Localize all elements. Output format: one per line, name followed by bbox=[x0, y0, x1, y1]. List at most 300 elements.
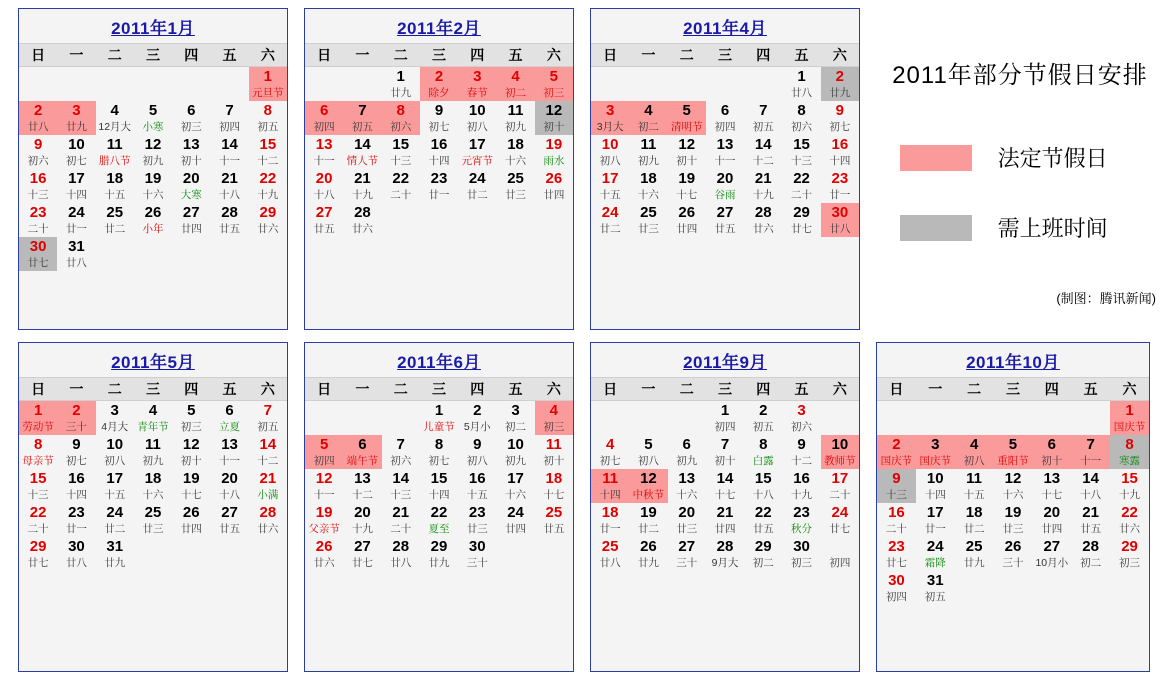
day-number: 15 bbox=[1121, 470, 1138, 487]
holiday-color-swatch bbox=[900, 145, 972, 171]
day-number: 18 bbox=[640, 170, 657, 187]
day-lunar-label: 初十 bbox=[714, 455, 736, 467]
day-number bbox=[96, 237, 134, 256]
weekday-header-0: 日 bbox=[877, 378, 916, 401]
week-row-numbers bbox=[19, 469, 287, 488]
weekday-header-row bbox=[877, 378, 1149, 401]
day-number: 16 bbox=[430, 136, 448, 153]
day-lunar-label bbox=[134, 590, 172, 605]
day-lunar-label: 十三 bbox=[390, 489, 412, 501]
day-lunar-label bbox=[305, 86, 343, 101]
weekday-header-1: 一 bbox=[629, 44, 667, 67]
day-number: 24 bbox=[106, 504, 124, 521]
month-card-5 bbox=[18, 342, 288, 672]
day-number bbox=[420, 571, 458, 590]
day-lunar-label bbox=[134, 556, 172, 571]
day-lunar-label bbox=[591, 420, 629, 435]
day-number bbox=[57, 571, 95, 590]
day-lunar-label: 初五 bbox=[752, 121, 774, 133]
day-lunar-label bbox=[172, 556, 210, 571]
week-row-numbers bbox=[591, 537, 859, 556]
day-lunar-label: 廿六 bbox=[752, 223, 774, 235]
day-number: 7 bbox=[1071, 435, 1110, 454]
weekday-header-2: 二 bbox=[668, 44, 706, 67]
legend-panel bbox=[872, 0, 1168, 330]
day-number: 25 bbox=[144, 504, 162, 521]
day-number: 9 bbox=[33, 136, 43, 153]
day-number bbox=[877, 401, 916, 421]
day-number bbox=[535, 537, 573, 556]
day-lunar-label bbox=[496, 590, 534, 605]
day-lunar-label: 寒露 bbox=[1110, 454, 1149, 469]
day-lunar-label bbox=[134, 86, 172, 101]
day-lunar-label: 廿七 bbox=[27, 557, 49, 569]
day-number: 21 bbox=[716, 504, 734, 521]
day-lunar-label bbox=[668, 86, 706, 101]
weekday-header-2: 二 bbox=[96, 378, 134, 401]
day-lunar-label: 廿五 bbox=[714, 223, 736, 235]
day-number: 26 bbox=[144, 204, 162, 221]
day-number bbox=[382, 571, 420, 590]
day-number: 8 bbox=[759, 436, 768, 453]
day-number: 22 bbox=[29, 504, 47, 521]
day-number: 7 bbox=[225, 102, 234, 119]
day-lunar-label: 10月小 bbox=[1035, 557, 1069, 569]
day-lunar-label bbox=[210, 256, 248, 271]
week-row-lunar bbox=[877, 522, 1149, 537]
day-number: 11 bbox=[966, 470, 983, 487]
day-number: 3 bbox=[916, 435, 955, 454]
day-number bbox=[782, 237, 820, 256]
day-lunar-label: 廿一 bbox=[428, 189, 450, 201]
day-number: 16 bbox=[793, 470, 810, 487]
day-number: 7 bbox=[720, 436, 730, 453]
day-lunar-label bbox=[382, 222, 420, 237]
day-number: 4 bbox=[605, 436, 615, 453]
weekday-header-1: 一 bbox=[343, 378, 381, 401]
weekday-header-4: 四 bbox=[458, 44, 496, 67]
day-lunar-label: 初四 bbox=[714, 121, 736, 133]
day-lunar-label: 十四 bbox=[924, 489, 946, 501]
day-lunar-label: 初七 bbox=[829, 121, 851, 133]
day-lunar-label: 廿三 bbox=[1002, 523, 1024, 535]
day-lunar-label bbox=[458, 590, 496, 605]
day-lunar-label: 廿八 bbox=[599, 557, 621, 569]
day-number: 13 bbox=[221, 436, 238, 453]
legend-holiday-label: 法定节假日 bbox=[997, 146, 1108, 171]
day-number: 25 bbox=[601, 538, 619, 555]
weekday-header-6: 六 bbox=[249, 44, 287, 67]
weekday-header-1: 一 bbox=[916, 378, 955, 401]
day-number bbox=[744, 237, 782, 256]
day-lunar-label: 十四 bbox=[428, 489, 450, 501]
day-lunar-label: 廿八 bbox=[390, 557, 412, 569]
weekday-header-6: 六 bbox=[249, 378, 287, 401]
day-number: 29 bbox=[754, 538, 772, 555]
day-number: 12 bbox=[629, 469, 667, 488]
week-row-lunar bbox=[19, 488, 287, 503]
week-row-numbers bbox=[591, 135, 859, 154]
day-lunar-label: 初九 bbox=[637, 155, 659, 167]
day-lunar-label bbox=[343, 86, 381, 101]
day-number: 23 bbox=[430, 170, 448, 187]
day-lunar-label: 廿九 bbox=[57, 120, 95, 135]
day-lunar-label bbox=[210, 86, 248, 101]
day-number bbox=[305, 571, 343, 590]
week-row-lunar bbox=[591, 590, 859, 605]
weekday-header-3: 三 bbox=[706, 378, 744, 401]
day-number bbox=[96, 571, 134, 590]
day-number: 16 bbox=[468, 470, 486, 487]
day-lunar-label bbox=[1032, 420, 1071, 435]
day-number: 2 bbox=[57, 401, 95, 421]
week-row-numbers bbox=[305, 135, 573, 154]
day-number: 13 bbox=[678, 470, 696, 487]
week-row-lunar bbox=[19, 188, 287, 203]
day-number: 16 bbox=[68, 470, 85, 487]
day-number: 24 bbox=[926, 538, 944, 555]
day-number bbox=[591, 237, 629, 256]
week-row-lunar bbox=[305, 590, 573, 605]
day-lunar-label: 廿五 bbox=[219, 223, 241, 235]
day-number: 25 bbox=[106, 204, 124, 221]
day-lunar-label: 初六 bbox=[791, 121, 813, 133]
day-number: 8 bbox=[1110, 435, 1149, 454]
day-number: 9 bbox=[877, 469, 916, 488]
day-number bbox=[782, 571, 820, 590]
month-title: 2011年1月 bbox=[111, 19, 195, 38]
day-number: 15 bbox=[754, 470, 772, 487]
day-number: 3 bbox=[511, 402, 520, 419]
month-grid bbox=[19, 43, 287, 271]
day-number bbox=[19, 571, 57, 590]
day-lunar-label: 廿四 bbox=[543, 189, 565, 201]
day-lunar-label: 二十 bbox=[829, 489, 851, 501]
day-lunar-label: 初七 bbox=[599, 455, 621, 467]
day-number: 10 bbox=[821, 435, 859, 454]
day-number: 28 bbox=[1082, 538, 1099, 555]
week-row-lunar bbox=[305, 86, 573, 101]
day-lunar-label: 廿五 bbox=[219, 523, 241, 535]
day-lunar-label: 初三 bbox=[180, 421, 202, 433]
day-number: 1 bbox=[19, 401, 57, 421]
day-number: 30 bbox=[19, 237, 57, 256]
day-number: 16 bbox=[29, 170, 47, 187]
day-number bbox=[955, 571, 994, 590]
day-lunar-label bbox=[535, 590, 573, 605]
day-number: 5 bbox=[994, 435, 1033, 454]
day-number: 19 bbox=[640, 504, 657, 521]
weekday-header-3: 三 bbox=[420, 44, 458, 67]
day-number: 11 bbox=[507, 102, 524, 119]
week-row-numbers bbox=[591, 503, 859, 522]
day-lunar-label bbox=[668, 256, 706, 271]
day-number: 6 bbox=[225, 402, 234, 419]
day-number bbox=[744, 571, 782, 590]
day-number: 31 bbox=[68, 238, 85, 255]
day-number: 8 bbox=[263, 102, 273, 119]
weekday-header-4: 四 bbox=[172, 44, 210, 67]
week-row-numbers bbox=[591, 571, 859, 590]
day-lunar-label: 十八 bbox=[313, 189, 335, 201]
day-number: 2 bbox=[19, 101, 57, 120]
day-lunar-label: 十五 bbox=[104, 489, 126, 501]
day-lunar-label: 三十 bbox=[466, 557, 488, 569]
day-number: 10 bbox=[601, 136, 619, 153]
day-lunar-label bbox=[343, 590, 381, 605]
day-number: 19 bbox=[182, 470, 200, 487]
day-lunar-label: 儿童节 bbox=[423, 421, 455, 433]
day-number: 23 bbox=[888, 538, 905, 555]
day-lunar-label: 初六 bbox=[791, 421, 813, 433]
day-number: 10 bbox=[68, 136, 85, 153]
day-number bbox=[172, 67, 210, 87]
day-number bbox=[591, 571, 629, 590]
day-number: 26 bbox=[1004, 538, 1022, 555]
day-number: 4 bbox=[955, 435, 994, 454]
day-number: 20 bbox=[678, 504, 696, 521]
week-row-lunar bbox=[591, 420, 859, 435]
week-row-numbers bbox=[305, 203, 573, 222]
day-number bbox=[994, 401, 1033, 421]
day-number: 20 bbox=[716, 170, 734, 187]
day-lunar-label: 十七 bbox=[1041, 489, 1063, 501]
day-number: 28 bbox=[354, 204, 371, 221]
day-lunar-label: 十四 bbox=[428, 155, 450, 167]
day-lunar-label: 十四 bbox=[829, 155, 851, 167]
day-number: 17 bbox=[926, 504, 944, 521]
day-lunar-label bbox=[821, 590, 859, 605]
week-row-lunar bbox=[591, 188, 859, 203]
day-number: 17 bbox=[468, 136, 486, 153]
day-lunar-label: 十六 bbox=[676, 489, 698, 501]
day-lunar-label: 十五 bbox=[466, 489, 488, 501]
day-lunar-label: 十九 bbox=[1119, 489, 1141, 501]
day-lunar-label: 初三 bbox=[180, 121, 202, 133]
day-lunar-label: 雨水 bbox=[543, 155, 565, 167]
day-number: 18 bbox=[507, 136, 524, 153]
day-lunar-label bbox=[210, 590, 248, 605]
day-lunar-label: 重阳节 bbox=[994, 454, 1033, 469]
day-lunar-label bbox=[821, 256, 859, 271]
week-row-lunar bbox=[305, 488, 573, 503]
day-number: 8 bbox=[434, 436, 444, 453]
day-lunar-label bbox=[1071, 420, 1110, 435]
day-number: 27 bbox=[182, 204, 200, 221]
day-number: 21 bbox=[221, 170, 238, 187]
day-lunar-label: 十五 bbox=[599, 189, 621, 201]
weekday-header-row bbox=[19, 44, 287, 67]
day-lunar-label: 廿六 bbox=[1119, 523, 1141, 535]
day-lunar-label: 劳动节 bbox=[19, 420, 57, 435]
month-title: 2011年2月 bbox=[397, 19, 481, 38]
day-lunar-label: 十六 bbox=[1002, 489, 1024, 501]
day-lunar-label: 廿八 bbox=[65, 257, 87, 269]
day-number bbox=[668, 571, 706, 590]
day-lunar-label: 廿九 bbox=[428, 557, 450, 569]
day-number: 27 bbox=[354, 538, 371, 555]
week-row-numbers bbox=[877, 435, 1149, 454]
day-number: 6 bbox=[305, 101, 343, 120]
day-lunar-label: 廿四 bbox=[676, 223, 698, 235]
day-lunar-label: 十六 bbox=[637, 189, 659, 201]
day-number bbox=[19, 67, 57, 87]
day-lunar-label bbox=[955, 590, 994, 605]
day-lunar-label: 二十 bbox=[390, 523, 412, 535]
week-row-lunar bbox=[19, 222, 287, 237]
day-lunar-label: 廿八 bbox=[19, 120, 57, 135]
day-lunar-label: 十四 bbox=[65, 189, 87, 201]
weekday-header-5: 五 bbox=[210, 378, 248, 401]
day-number: 29 bbox=[29, 538, 47, 555]
day-number: 21 bbox=[392, 504, 410, 521]
day-number bbox=[343, 237, 381, 256]
day-lunar-label: 元宵节 bbox=[461, 155, 494, 167]
day-number bbox=[744, 67, 782, 87]
weekday-header-row bbox=[591, 44, 859, 67]
weekday-header-0: 日 bbox=[19, 44, 57, 67]
day-lunar-label bbox=[249, 590, 287, 605]
week-row-lunar bbox=[305, 120, 573, 135]
week-row-numbers bbox=[591, 101, 859, 120]
weekday-header-1: 一 bbox=[57, 44, 95, 67]
day-lunar-label: 十六 bbox=[505, 489, 527, 501]
weekday-header-1: 一 bbox=[629, 378, 667, 401]
day-lunar-label: 二十 bbox=[885, 523, 907, 535]
week-row-numbers bbox=[19, 571, 287, 590]
day-number: 28 bbox=[716, 538, 734, 555]
day-number: 17 bbox=[831, 470, 849, 487]
day-lunar-label bbox=[305, 420, 343, 435]
day-number: 3 bbox=[797, 402, 806, 419]
weekday-header-5: 五 bbox=[1071, 378, 1110, 401]
day-number: 11 bbox=[106, 136, 123, 153]
day-lunar-label: 初五 bbox=[924, 591, 946, 603]
week-row-numbers bbox=[305, 401, 573, 421]
day-lunar-label bbox=[420, 590, 458, 605]
day-number: 19 bbox=[315, 504, 333, 521]
day-lunar-label: 初五 bbox=[257, 121, 279, 133]
day-number: 16 bbox=[888, 504, 905, 521]
day-lunar-label: 初四 bbox=[305, 454, 343, 469]
day-lunar-label bbox=[994, 590, 1033, 605]
day-lunar-label: 春节 bbox=[458, 86, 496, 101]
day-number: 1 bbox=[249, 67, 287, 87]
month-title: 2011年6月 bbox=[397, 353, 481, 372]
day-lunar-label bbox=[134, 256, 172, 271]
day-lunar-label bbox=[249, 556, 287, 571]
weekday-header-1: 一 bbox=[57, 378, 95, 401]
day-number bbox=[210, 237, 248, 256]
day-lunar-label: 廿六 bbox=[351, 223, 373, 235]
day-lunar-label: 初四 bbox=[714, 421, 736, 433]
day-number: 2 bbox=[420, 67, 458, 87]
day-lunar-label bbox=[668, 590, 706, 605]
day-lunar-label: 廿九 bbox=[104, 557, 126, 569]
day-number: 14 bbox=[221, 136, 238, 153]
day-lunar-label: 初二 bbox=[752, 557, 774, 569]
day-lunar-label bbox=[172, 590, 210, 605]
day-lunar-label: 大寒 bbox=[180, 189, 202, 201]
day-lunar-label: 十八 bbox=[219, 489, 241, 501]
day-lunar-label bbox=[877, 420, 916, 435]
day-number: 8 bbox=[797, 102, 806, 119]
day-lunar-label: 青年节 bbox=[137, 421, 169, 433]
week-row-numbers bbox=[305, 537, 573, 556]
day-lunar-label bbox=[96, 590, 134, 605]
day-number bbox=[629, 571, 667, 590]
day-number bbox=[706, 67, 744, 87]
day-number bbox=[249, 537, 287, 556]
day-number: 25 bbox=[545, 504, 563, 521]
day-lunar-label: 初十 bbox=[1032, 454, 1071, 469]
week-row-lunar bbox=[591, 86, 859, 101]
day-lunar-label bbox=[1032, 590, 1071, 605]
day-number: 13 bbox=[354, 470, 371, 487]
day-lunar-label: 廿五 bbox=[1080, 523, 1102, 535]
day-lunar-label bbox=[96, 86, 134, 101]
day-number: 3 bbox=[57, 101, 95, 120]
week-row-numbers bbox=[305, 237, 573, 256]
day-number: 12 bbox=[144, 136, 162, 153]
day-number: 30 bbox=[468, 538, 486, 555]
day-number: 22 bbox=[1121, 504, 1138, 521]
day-number: 11 bbox=[545, 436, 562, 453]
month-grid bbox=[305, 43, 573, 271]
day-lunar-label bbox=[458, 222, 496, 237]
day-number: 7 bbox=[263, 402, 273, 419]
day-number: 27 bbox=[1043, 538, 1061, 555]
day-number bbox=[1110, 571, 1149, 590]
day-number: 21 bbox=[1082, 504, 1099, 521]
day-number: 5 bbox=[187, 402, 196, 419]
day-number: 15 bbox=[793, 136, 810, 153]
weekday-header-0: 日 bbox=[591, 44, 629, 67]
day-lunar-label: 十九 bbox=[351, 523, 373, 535]
day-number bbox=[955, 401, 994, 421]
day-lunar-label bbox=[382, 256, 420, 271]
day-number: 20 bbox=[315, 170, 333, 187]
day-lunar-label: 廿七 bbox=[19, 256, 57, 271]
legend-workday-label: 需上班时间 bbox=[997, 216, 1108, 241]
month-title: 2011年9月 bbox=[683, 353, 767, 372]
day-lunar-label: 初二 bbox=[629, 120, 667, 135]
day-number bbox=[458, 571, 496, 590]
day-lunar-label bbox=[496, 256, 534, 271]
weekday-header-6: 六 bbox=[535, 378, 573, 401]
day-number: 23 bbox=[831, 170, 849, 187]
day-lunar-label bbox=[629, 86, 667, 101]
day-lunar-label bbox=[629, 590, 667, 605]
day-lunar-label bbox=[782, 590, 820, 605]
day-lunar-label: 小满 bbox=[257, 489, 279, 501]
weekday-header-3: 三 bbox=[706, 44, 744, 67]
day-lunar-label: 4月大 bbox=[101, 421, 129, 433]
weekday-header-2: 二 bbox=[382, 44, 420, 67]
day-number: 9 bbox=[434, 102, 444, 119]
day-lunar-label: 初八 bbox=[104, 455, 126, 467]
day-number: 18 bbox=[601, 504, 619, 521]
weekday-header-2: 二 bbox=[668, 378, 706, 401]
weekday-header-4: 四 bbox=[1032, 378, 1071, 401]
day-lunar-label: 十六 bbox=[505, 155, 527, 167]
day-number: 25 bbox=[640, 204, 657, 221]
week-row-numbers bbox=[19, 237, 287, 256]
day-number bbox=[305, 67, 343, 87]
day-number: 5 bbox=[305, 435, 343, 454]
day-number: 22 bbox=[754, 504, 772, 521]
day-lunar-label: 除夕 bbox=[420, 86, 458, 101]
